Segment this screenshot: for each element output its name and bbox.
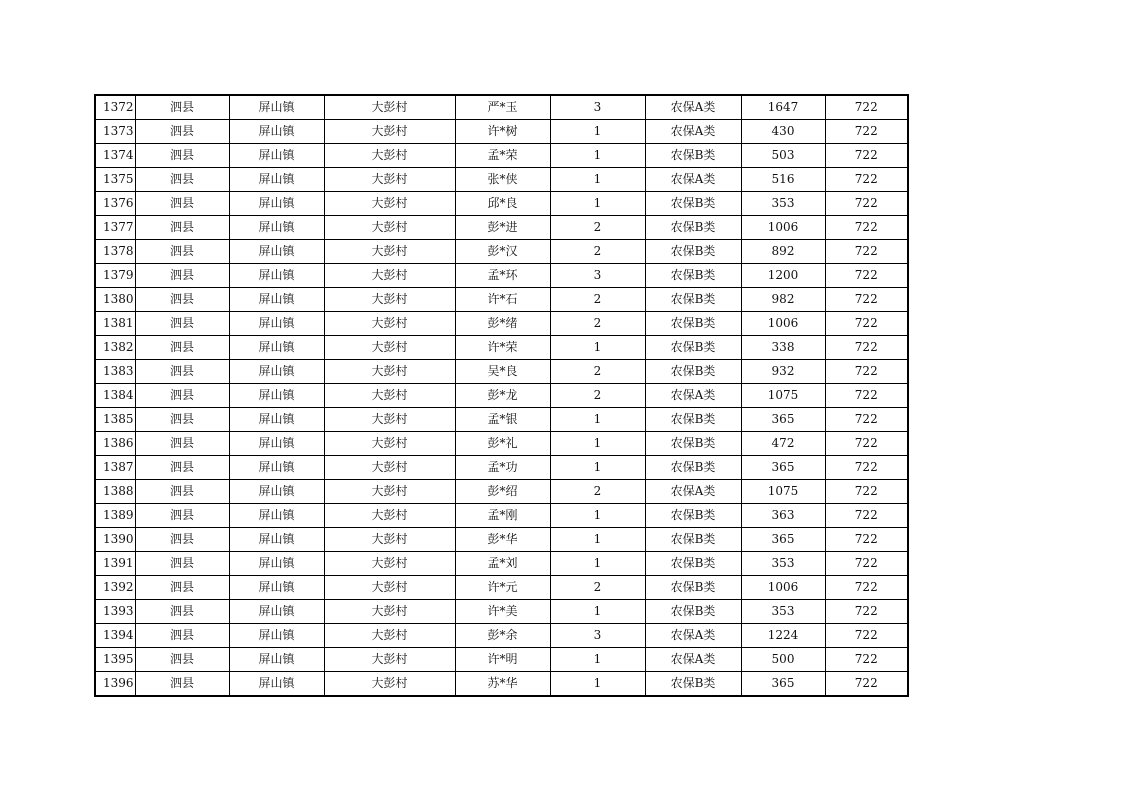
table-row bbox=[95, 192, 908, 216]
amount-cell: 365 bbox=[741, 408, 825, 432]
table-row bbox=[95, 600, 908, 624]
category-cell: 农保B类 bbox=[645, 216, 741, 240]
county-cell: 泗县 bbox=[135, 192, 229, 216]
category-cell: 农保B类 bbox=[645, 360, 741, 384]
town-cell: 屏山镇 bbox=[229, 192, 324, 216]
standard-cell: 722 bbox=[825, 552, 908, 576]
count-cell: 3 bbox=[550, 264, 645, 288]
village-cell: 大彭村 bbox=[324, 408, 455, 432]
standard-cell: 722 bbox=[825, 95, 908, 120]
amount-cell: 1006 bbox=[741, 312, 825, 336]
county-cell: 泗县 bbox=[135, 600, 229, 624]
standard-cell: 722 bbox=[825, 336, 908, 360]
count-cell: 1 bbox=[550, 168, 645, 192]
table-row bbox=[95, 95, 908, 120]
town-cell: 屏山镇 bbox=[229, 336, 324, 360]
county-cell: 泗县 bbox=[135, 95, 229, 120]
count-cell: 3 bbox=[550, 95, 645, 120]
amount-cell: 982 bbox=[741, 288, 825, 312]
standard-cell: 722 bbox=[825, 648, 908, 672]
standard-cell: 722 bbox=[825, 408, 908, 432]
name-cell: 孟*银 bbox=[455, 408, 550, 432]
amount-cell: 353 bbox=[741, 600, 825, 624]
seq-cell: 1387 bbox=[95, 456, 135, 480]
standard-cell: 722 bbox=[825, 288, 908, 312]
table-row bbox=[95, 408, 908, 432]
amount-cell: 1647 bbox=[741, 95, 825, 120]
seq-cell: 1390 bbox=[95, 528, 135, 552]
village-cell: 大彭村 bbox=[324, 336, 455, 360]
amount-cell: 892 bbox=[741, 240, 825, 264]
count-cell: 1 bbox=[550, 192, 645, 216]
seq-cell: 1379 bbox=[95, 264, 135, 288]
amount-cell: 365 bbox=[741, 528, 825, 552]
count-cell: 2 bbox=[550, 360, 645, 384]
name-cell: 彭*华 bbox=[455, 528, 550, 552]
seq-cell: 1384 bbox=[95, 384, 135, 408]
count-cell: 1 bbox=[550, 528, 645, 552]
county-cell: 泗县 bbox=[135, 336, 229, 360]
name-cell: 孟*荣 bbox=[455, 144, 550, 168]
category-cell: 农保A类 bbox=[645, 480, 741, 504]
county-cell: 泗县 bbox=[135, 528, 229, 552]
name-cell: 邱*良 bbox=[455, 192, 550, 216]
name-cell: 孟*刘 bbox=[455, 552, 550, 576]
name-cell: 彭*绪 bbox=[455, 312, 550, 336]
name-cell: 许*荣 bbox=[455, 336, 550, 360]
category-cell: 农保A类 bbox=[645, 120, 741, 144]
name-cell: 彭*汉 bbox=[455, 240, 550, 264]
name-cell: 彭*进 bbox=[455, 216, 550, 240]
standard-cell: 722 bbox=[825, 216, 908, 240]
category-cell: 农保B类 bbox=[645, 528, 741, 552]
name-cell: 许*石 bbox=[455, 288, 550, 312]
count-cell: 2 bbox=[550, 480, 645, 504]
category-cell: 农保B类 bbox=[645, 504, 741, 528]
name-cell: 孟*功 bbox=[455, 456, 550, 480]
seq-cell: 1394 bbox=[95, 624, 135, 648]
amount-cell: 353 bbox=[741, 552, 825, 576]
name-cell: 孟*刚 bbox=[455, 504, 550, 528]
category-cell: 农保A类 bbox=[645, 168, 741, 192]
amount-cell: 1200 bbox=[741, 264, 825, 288]
count-cell: 1 bbox=[550, 672, 645, 697]
name-cell: 彭*余 bbox=[455, 624, 550, 648]
count-cell: 1 bbox=[550, 552, 645, 576]
town-cell: 屏山镇 bbox=[229, 456, 324, 480]
category-cell: 农保B类 bbox=[645, 432, 741, 456]
table-row bbox=[95, 528, 908, 552]
village-cell: 大彭村 bbox=[324, 384, 455, 408]
seq-cell: 1375 bbox=[95, 168, 135, 192]
category-cell: 农保B类 bbox=[645, 144, 741, 168]
table-row bbox=[95, 288, 908, 312]
county-cell: 泗县 bbox=[135, 576, 229, 600]
standard-cell: 722 bbox=[825, 456, 908, 480]
town-cell: 屏山镇 bbox=[229, 120, 324, 144]
village-cell: 大彭村 bbox=[324, 528, 455, 552]
standard-cell: 722 bbox=[825, 432, 908, 456]
seq-cell: 1392 bbox=[95, 576, 135, 600]
seq-cell: 1372 bbox=[95, 95, 135, 120]
count-cell: 1 bbox=[550, 336, 645, 360]
county-cell: 泗县 bbox=[135, 288, 229, 312]
standard-cell: 722 bbox=[825, 624, 908, 648]
seq-cell: 1381 bbox=[95, 312, 135, 336]
amount-cell: 500 bbox=[741, 648, 825, 672]
table-row bbox=[95, 360, 908, 384]
count-cell: 1 bbox=[550, 144, 645, 168]
town-cell: 屏山镇 bbox=[229, 264, 324, 288]
table-row bbox=[95, 480, 908, 504]
amount-cell: 932 bbox=[741, 360, 825, 384]
table-row bbox=[95, 312, 908, 336]
table-row bbox=[95, 456, 908, 480]
standard-cell: 722 bbox=[825, 168, 908, 192]
town-cell: 屏山镇 bbox=[229, 528, 324, 552]
village-cell: 大彭村 bbox=[324, 504, 455, 528]
count-cell: 1 bbox=[550, 120, 645, 144]
name-cell: 严*玉 bbox=[455, 95, 550, 120]
category-cell: 农保B类 bbox=[645, 264, 741, 288]
village-cell: 大彭村 bbox=[324, 216, 455, 240]
amount-cell: 472 bbox=[741, 432, 825, 456]
amount-cell: 516 bbox=[741, 168, 825, 192]
name-cell: 许*明 bbox=[455, 648, 550, 672]
village-cell: 大彭村 bbox=[324, 648, 455, 672]
standard-cell: 722 bbox=[825, 144, 908, 168]
name-cell: 许*元 bbox=[455, 576, 550, 600]
standard-cell: 722 bbox=[825, 312, 908, 336]
seq-cell: 1385 bbox=[95, 408, 135, 432]
standard-cell: 722 bbox=[825, 504, 908, 528]
county-cell: 泗县 bbox=[135, 360, 229, 384]
amount-cell: 338 bbox=[741, 336, 825, 360]
count-cell: 1 bbox=[550, 504, 645, 528]
standard-cell: 722 bbox=[825, 240, 908, 264]
village-cell: 大彭村 bbox=[324, 456, 455, 480]
table-row bbox=[95, 672, 908, 697]
county-cell: 泗县 bbox=[135, 648, 229, 672]
category-cell: 农保B类 bbox=[645, 240, 741, 264]
count-cell: 2 bbox=[550, 576, 645, 600]
county-cell: 泗县 bbox=[135, 624, 229, 648]
count-cell: 1 bbox=[550, 600, 645, 624]
count-cell: 1 bbox=[550, 432, 645, 456]
town-cell: 屏山镇 bbox=[229, 600, 324, 624]
amount-cell: 363 bbox=[741, 504, 825, 528]
county-cell: 泗县 bbox=[135, 504, 229, 528]
category-cell: 农保B类 bbox=[645, 576, 741, 600]
town-cell: 屏山镇 bbox=[229, 648, 324, 672]
count-cell: 1 bbox=[550, 456, 645, 480]
count-cell: 2 bbox=[550, 240, 645, 264]
village-cell: 大彭村 bbox=[324, 600, 455, 624]
village-cell: 大彭村 bbox=[324, 240, 455, 264]
amount-cell: 365 bbox=[741, 672, 825, 697]
count-cell: 1 bbox=[550, 408, 645, 432]
village-cell: 大彭村 bbox=[324, 576, 455, 600]
seq-cell: 1374 bbox=[95, 144, 135, 168]
seq-cell: 1380 bbox=[95, 288, 135, 312]
town-cell: 屏山镇 bbox=[229, 504, 324, 528]
village-cell: 大彭村 bbox=[324, 672, 455, 697]
category-cell: 农保A类 bbox=[645, 624, 741, 648]
town-cell: 屏山镇 bbox=[229, 576, 324, 600]
name-cell: 彭*绍 bbox=[455, 480, 550, 504]
amount-cell: 503 bbox=[741, 144, 825, 168]
village-cell: 大彭村 bbox=[324, 624, 455, 648]
table-row bbox=[95, 120, 908, 144]
amount-cell: 353 bbox=[741, 192, 825, 216]
town-cell: 屏山镇 bbox=[229, 480, 324, 504]
standard-cell: 722 bbox=[825, 192, 908, 216]
name-cell: 彭*龙 bbox=[455, 384, 550, 408]
standard-cell: 722 bbox=[825, 528, 908, 552]
category-cell: 农保B类 bbox=[645, 408, 741, 432]
category-cell: 农保B类 bbox=[645, 336, 741, 360]
village-cell: 大彭村 bbox=[324, 360, 455, 384]
table-row bbox=[95, 336, 908, 360]
county-cell: 泗县 bbox=[135, 552, 229, 576]
table-row bbox=[95, 384, 908, 408]
seq-cell: 1393 bbox=[95, 600, 135, 624]
county-cell: 泗县 bbox=[135, 312, 229, 336]
seq-cell: 1389 bbox=[95, 504, 135, 528]
county-cell: 泗县 bbox=[135, 264, 229, 288]
seq-cell: 1391 bbox=[95, 552, 135, 576]
county-cell: 泗县 bbox=[135, 168, 229, 192]
name-cell: 吴*良 bbox=[455, 360, 550, 384]
seq-cell: 1386 bbox=[95, 432, 135, 456]
category-cell: 农保B类 bbox=[645, 192, 741, 216]
seq-cell: 1376 bbox=[95, 192, 135, 216]
village-cell: 大彭村 bbox=[324, 120, 455, 144]
table-row bbox=[95, 432, 908, 456]
village-cell: 大彭村 bbox=[324, 312, 455, 336]
amount-cell: 1075 bbox=[741, 384, 825, 408]
table-row bbox=[95, 240, 908, 264]
count-cell: 1 bbox=[550, 648, 645, 672]
count-cell: 2 bbox=[550, 384, 645, 408]
category-cell: 农保A类 bbox=[645, 648, 741, 672]
seq-cell: 1382 bbox=[95, 336, 135, 360]
category-cell: 农保B类 bbox=[645, 600, 741, 624]
county-cell: 泗县 bbox=[135, 480, 229, 504]
village-cell: 大彭村 bbox=[324, 288, 455, 312]
category-cell: 农保B类 bbox=[645, 288, 741, 312]
category-cell: 农保A类 bbox=[645, 95, 741, 120]
town-cell: 屏山镇 bbox=[229, 552, 324, 576]
town-cell: 屏山镇 bbox=[229, 384, 324, 408]
amount-cell: 1075 bbox=[741, 480, 825, 504]
standard-cell: 722 bbox=[825, 384, 908, 408]
town-cell: 屏山镇 bbox=[229, 95, 324, 120]
town-cell: 屏山镇 bbox=[229, 144, 324, 168]
count-cell: 2 bbox=[550, 288, 645, 312]
village-cell: 大彭村 bbox=[324, 432, 455, 456]
table-row bbox=[95, 168, 908, 192]
table-row bbox=[95, 504, 908, 528]
county-cell: 泗县 bbox=[135, 240, 229, 264]
county-cell: 泗县 bbox=[135, 432, 229, 456]
standard-cell: 722 bbox=[825, 264, 908, 288]
table-row bbox=[95, 624, 908, 648]
name-cell: 孟*环 bbox=[455, 264, 550, 288]
table-row bbox=[95, 144, 908, 168]
table-row bbox=[95, 552, 908, 576]
seq-cell: 1388 bbox=[95, 480, 135, 504]
amount-cell: 430 bbox=[741, 120, 825, 144]
county-cell: 泗县 bbox=[135, 216, 229, 240]
seq-cell: 1377 bbox=[95, 216, 135, 240]
category-cell: 农保A类 bbox=[645, 384, 741, 408]
town-cell: 屏山镇 bbox=[229, 432, 324, 456]
name-cell: 许*树 bbox=[455, 120, 550, 144]
table-row bbox=[95, 576, 908, 600]
village-cell: 大彭村 bbox=[324, 95, 455, 120]
amount-cell: 1006 bbox=[741, 216, 825, 240]
table-body bbox=[95, 95, 908, 696]
village-cell: 大彭村 bbox=[324, 480, 455, 504]
table-row bbox=[95, 648, 908, 672]
seq-cell: 1383 bbox=[95, 360, 135, 384]
category-cell: 农保B类 bbox=[645, 552, 741, 576]
county-cell: 泗县 bbox=[135, 384, 229, 408]
county-cell: 泗县 bbox=[135, 144, 229, 168]
town-cell: 屏山镇 bbox=[229, 216, 324, 240]
seq-cell: 1396 bbox=[95, 672, 135, 697]
count-cell: 2 bbox=[550, 216, 645, 240]
town-cell: 屏山镇 bbox=[229, 240, 324, 264]
name-cell: 彭*礼 bbox=[455, 432, 550, 456]
town-cell: 屏山镇 bbox=[229, 624, 324, 648]
town-cell: 屏山镇 bbox=[229, 312, 324, 336]
count-cell: 2 bbox=[550, 312, 645, 336]
standard-cell: 722 bbox=[825, 480, 908, 504]
category-cell: 农保B类 bbox=[645, 456, 741, 480]
amount-cell: 1224 bbox=[741, 624, 825, 648]
standard-cell: 722 bbox=[825, 576, 908, 600]
county-cell: 泗县 bbox=[135, 408, 229, 432]
standard-cell: 722 bbox=[825, 120, 908, 144]
amount-cell: 1006 bbox=[741, 576, 825, 600]
standard-cell: 722 bbox=[825, 360, 908, 384]
town-cell: 屏山镇 bbox=[229, 288, 324, 312]
table-row bbox=[95, 216, 908, 240]
village-cell: 大彭村 bbox=[324, 264, 455, 288]
town-cell: 屏山镇 bbox=[229, 672, 324, 697]
county-cell: 泗县 bbox=[135, 456, 229, 480]
village-cell: 大彭村 bbox=[324, 144, 455, 168]
name-cell: 苏*华 bbox=[455, 672, 550, 697]
count-cell: 3 bbox=[550, 624, 645, 648]
name-cell: 许*美 bbox=[455, 600, 550, 624]
village-cell: 大彭村 bbox=[324, 552, 455, 576]
village-cell: 大彭村 bbox=[324, 168, 455, 192]
amount-cell: 365 bbox=[741, 456, 825, 480]
table-row bbox=[95, 264, 908, 288]
data-table bbox=[94, 94, 909, 697]
seq-cell: 1378 bbox=[95, 240, 135, 264]
village-cell: 大彭村 bbox=[324, 192, 455, 216]
standard-cell: 722 bbox=[825, 672, 908, 697]
name-cell: 张*侠 bbox=[455, 168, 550, 192]
category-cell: 农保B类 bbox=[645, 312, 741, 336]
seq-cell: 1395 bbox=[95, 648, 135, 672]
county-cell: 泗县 bbox=[135, 120, 229, 144]
category-cell: 农保B类 bbox=[645, 672, 741, 697]
town-cell: 屏山镇 bbox=[229, 408, 324, 432]
town-cell: 屏山镇 bbox=[229, 168, 324, 192]
standard-cell: 722 bbox=[825, 600, 908, 624]
seq-cell: 1373 bbox=[95, 120, 135, 144]
county-cell: 泗县 bbox=[135, 672, 229, 697]
town-cell: 屏山镇 bbox=[229, 360, 324, 384]
